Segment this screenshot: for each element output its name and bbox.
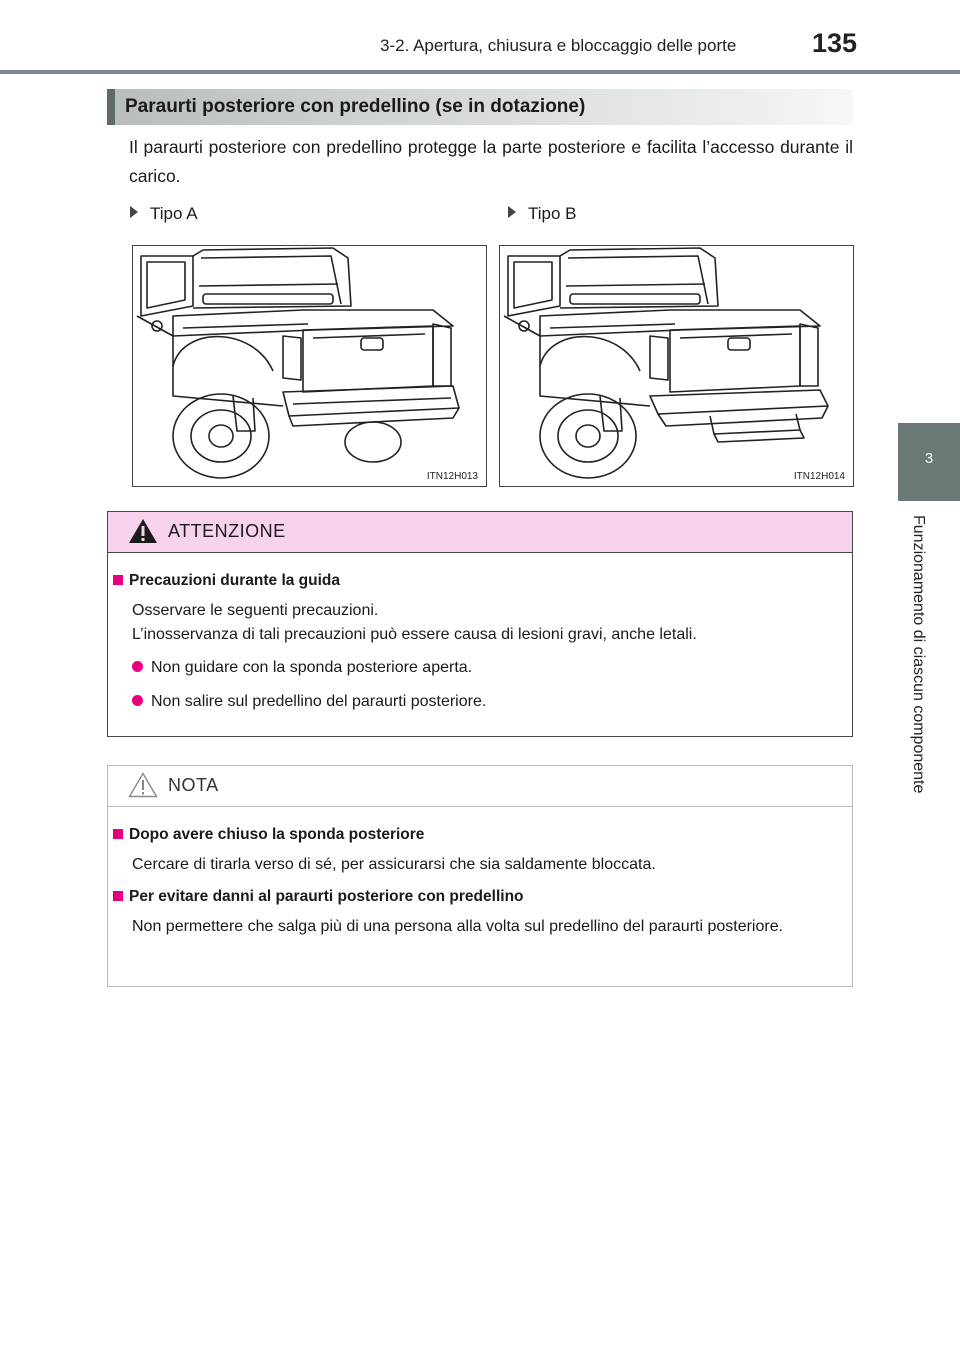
note-item-2-title-text: Per evitare danni al paraurti posteriore con predellino <box>129 888 524 905</box>
pickup-rear-bumper-a-illustration <box>133 246 486 486</box>
page-number: 135 <box>812 28 858 58</box>
dot-bullet-icon <box>132 661 143 672</box>
header-rule <box>0 70 960 74</box>
warning-bullet-2 <box>132 690 486 714</box>
warning-title: ATTENZIONE <box>168 521 286 541</box>
figure-type-a <box>132 245 487 487</box>
figure-label-a <box>130 204 198 224</box>
intro-paragraph: Il paraurti posteriore con predellino protegge la parte posteriore e facilita l’accesso durante il carico. <box>129 137 853 186</box>
dot-bullet-icon <box>132 695 143 706</box>
arrow-right-icon <box>508 206 516 218</box>
figure-code: ITN12H013 <box>426 471 478 482</box>
warning-bullet-2-text: Non salire sul predellino del paraurti posteriore. <box>151 693 487 710</box>
note-item-1-body: Cercare di tirarla verso di sé, per assicurarsi che sia saldamente bloccata. <box>132 856 656 873</box>
note-item-2-body: Non permettere che salga più di una persona alla volta sul predellino del paraurti posteriore. <box>132 918 784 935</box>
note-item-1-title-text: Dopo avere chiuso la sponda posteriore <box>129 826 425 843</box>
square-bullet-icon <box>113 575 123 585</box>
warning-item-line-1: Osservare le seguenti precauzioni. <box>132 602 379 619</box>
caution-outline-icon <box>128 772 158 798</box>
warning-item-title-text: Precauzioni durante la guida <box>129 572 341 589</box>
chapter-label: Funzionamento di ciascun componente <box>910 515 927 794</box>
warning-icon <box>128 518 158 544</box>
figure-code: ITN12H014 <box>793 471 845 482</box>
warning-bullet-1 <box>132 656 472 680</box>
note-title: NOTA <box>168 775 219 795</box>
note-item-2-title <box>113 888 524 906</box>
figure-b-label-text: Tipo B <box>528 204 577 223</box>
warning-item-line-2: L’inosservanza di tali precauzioni può essere causa di lesioni gravi, anche letali. <box>132 626 697 643</box>
chapter-number: 3 <box>924 450 934 467</box>
section-title-marker <box>107 89 115 125</box>
section-title: Paraurti posteriore con predellino (se in dotazione) <box>125 96 586 117</box>
note-item-1-title <box>113 826 424 844</box>
note-header <box>108 766 852 807</box>
section-breadcrumb: 3-2. Apertura, chiusura e bloccaggio delle porte <box>380 36 737 55</box>
figure-type-b <box>499 245 854 487</box>
arrow-right-icon <box>130 206 138 218</box>
figure-label-b <box>508 204 577 224</box>
warning-item-title <box>113 572 340 590</box>
pickup-rear-step-bumper-b-illustration <box>500 246 853 486</box>
figure-a-label-text: Tipo A <box>150 204 198 223</box>
square-bullet-icon <box>113 891 123 901</box>
warning-bullet-1-text: Non guidare con la sponda posteriore aperta. <box>151 659 473 676</box>
square-bullet-icon <box>113 829 123 839</box>
